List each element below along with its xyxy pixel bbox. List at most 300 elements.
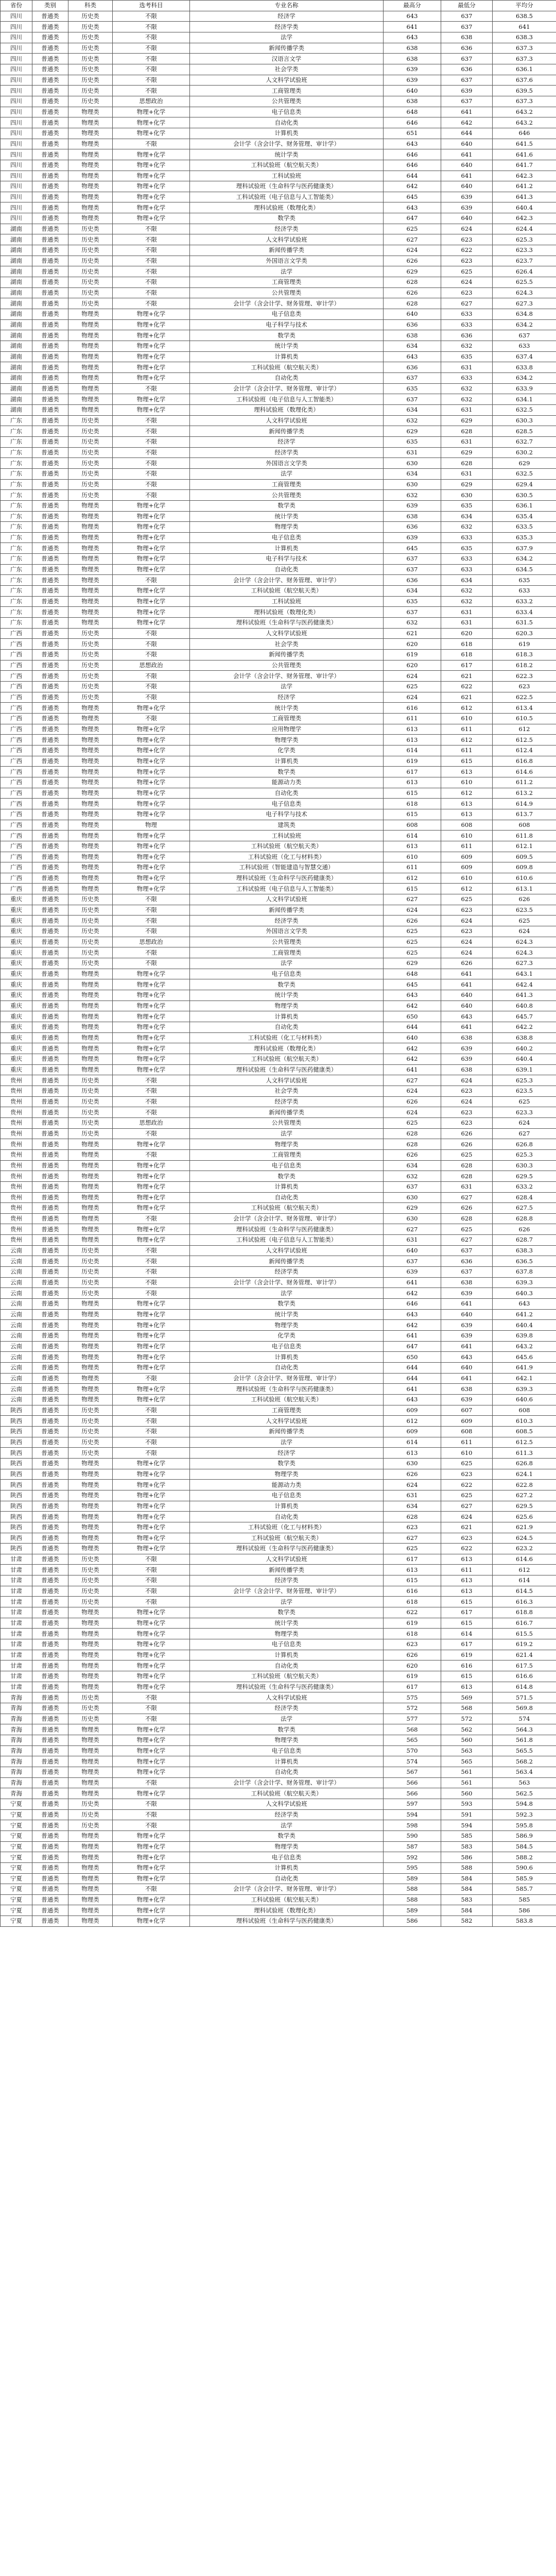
cell-average-score: 623.7 [493,256,556,266]
cell-province: 湖南 [1,298,32,309]
cell-average-score: 633.8 [493,362,556,373]
cell-required-subjects: 物理+化学 [113,586,190,597]
cell-major-name: 会计学（含会计学、财务管理、审计学） [190,1884,384,1895]
table-row [1,703,556,714]
cell-province: 宁夏 [1,1799,32,1809]
cell-major-name: 外国语言文学类 [190,926,384,937]
cell-average-score: 584.5 [493,1841,556,1852]
cell-lowest-score: 632 [441,522,493,533]
table-row [1,1544,556,1554]
cell-required-subjects: 不限 [113,1128,190,1139]
cell-required-subjects: 物理+化学 [113,500,190,511]
cell-category: 普通类 [32,22,68,32]
table-row [1,1692,556,1703]
cell-required-subjects: 物理+化学 [113,1341,190,1352]
cell-category: 普通类 [32,1809,68,1820]
cell-province: 广西 [1,841,32,852]
cell-highest-score: 628 [384,1139,441,1150]
cell-average-score: 613.7 [493,809,556,820]
cell-average-score: 624.3 [493,937,556,947]
cell-subject-type: 物理类 [68,1639,113,1650]
cell-major-name: 法学 [190,958,384,969]
cell-lowest-score: 584 [441,1905,493,1916]
cell-province: 云南 [1,1331,32,1342]
cell-highest-score: 645 [384,543,441,554]
cell-lowest-score: 632 [441,596,493,607]
cell-subject-type: 物理类 [68,767,113,777]
cell-category: 普通类 [32,532,68,543]
cell-province: 湖南 [1,383,32,394]
cell-highest-score: 636 [384,575,441,586]
table-row [1,1469,556,1480]
cell-highest-score: 612 [384,873,441,884]
cell-category: 普通类 [32,1522,68,1533]
cell-category: 普通类 [32,1363,68,1374]
cell-category: 普通类 [32,1597,68,1607]
cell-subject-type: 物理类 [68,1894,113,1905]
cell-lowest-score: 639 [441,1394,493,1405]
table-row [1,1426,556,1437]
table-row [1,468,556,479]
cell-province: 青海 [1,1767,32,1777]
cell-subject-type: 物理类 [68,202,113,213]
cell-province: 广东 [1,447,32,458]
cell-province: 重庆 [1,894,32,905]
cell-province: 贵州 [1,1107,32,1118]
cell-lowest-score: 623 [441,287,493,298]
cell-required-subjects: 不限 [113,1075,190,1086]
cell-required-subjects: 物理+化学 [113,372,190,383]
table-row [1,522,556,533]
cell-major-name: 工科试验班（电子信息与人工智能类） [190,394,384,405]
cell-major-name: 自动化类 [190,564,384,575]
cell-category: 普通类 [32,884,68,894]
table-row [1,650,556,660]
cell-subject-type: 物理类 [68,1384,113,1395]
cell-subject-type: 历史类 [68,1597,113,1607]
header-major-name: 专业名称 [190,1,384,11]
cell-highest-score: 642 [384,1054,441,1064]
cell-major-name: 计算机类 [190,1501,384,1512]
cell-major-name: 电子信息类 [190,1639,384,1650]
cell-average-score: 642.3 [493,171,556,181]
cell-highest-score: 608 [384,820,441,831]
cell-category: 普通类 [32,1639,68,1650]
cell-highest-score: 589 [384,1873,441,1884]
cell-major-name: 工科试验班（航空航天类） [190,1671,384,1682]
cell-average-score: 642.2 [493,1022,556,1033]
cell-required-subjects: 物理+化学 [113,1618,190,1629]
cell-highest-score: 643 [384,202,441,213]
cell-average-score: 638.3 [493,1245,556,1256]
cell-required-subjects: 物理+化学 [113,1224,190,1235]
cell-highest-score: 613 [384,1565,441,1575]
cell-province: 甘肃 [1,1565,32,1575]
cell-province: 青海 [1,1724,32,1735]
table-header [1,1,556,11]
cell-province: 贵州 [1,1149,32,1160]
cell-average-score: 594.8 [493,1799,556,1809]
cell-average-score: 624 [493,926,556,937]
cell-category: 普通类 [32,341,68,352]
cell-lowest-score: 624 [441,947,493,958]
cell-subject-type: 历史类 [68,11,113,22]
cell-major-name: 物理学类 [190,1320,384,1331]
cell-highest-score: 613 [384,735,441,745]
table-row [1,351,556,362]
cell-category: 普通类 [32,916,68,926]
cell-required-subjects: 不限 [113,415,190,426]
cell-subject-type: 历史类 [68,1288,113,1299]
table-row [1,309,556,320]
cell-average-score: 616.7 [493,1618,556,1629]
cell-required-subjects: 不限 [113,1777,190,1788]
cell-highest-score: 647 [384,213,441,224]
cell-major-name: 数学类 [190,1299,384,1310]
cell-province: 广西 [1,831,32,841]
header-subject-type: 科类 [68,1,113,11]
cell-average-score: 633.2 [493,1181,556,1192]
cell-subject-type: 历史类 [68,1128,113,1139]
cell-highest-score: 623 [384,1522,441,1533]
cell-major-name: 计算机类 [190,543,384,554]
cell-major-name: 物理学类 [190,1735,384,1745]
table-row [1,22,556,32]
cell-required-subjects: 思想政治 [113,660,190,671]
cell-category: 普通类 [32,139,68,149]
table-row [1,86,556,96]
cell-subject-type: 物理类 [68,1139,113,1150]
cell-highest-score: 631 [384,1490,441,1501]
cell-major-name: 经济学类 [190,1703,384,1714]
cell-major-name: 工科试验班（航空航天类） [190,160,384,171]
cell-lowest-score: 643 [441,1352,493,1363]
cell-highest-score: 643 [384,1309,441,1320]
cell-province: 广西 [1,724,32,735]
cell-lowest-score: 624 [441,1075,493,1086]
cell-category: 普通类 [32,724,68,735]
cell-average-score: 627 [493,1128,556,1139]
cell-subject-type: 物理类 [68,618,113,629]
cell-province: 甘肃 [1,1671,32,1682]
table-row [1,1203,556,1214]
cell-subject-type: 物理类 [68,362,113,373]
cell-province: 贵州 [1,1171,32,1182]
cell-lowest-score: 641 [441,1022,493,1033]
table-row [1,543,556,554]
cell-province: 贵州 [1,1128,32,1139]
cell-lowest-score: 621 [441,1522,493,1533]
cell-average-score: 626.8 [493,1458,556,1469]
cell-province: 湖南 [1,266,32,277]
cell-lowest-score: 609 [441,1416,493,1427]
cell-average-score: 613.1 [493,884,556,894]
table-row [1,1777,556,1788]
cell-province: 广东 [1,607,32,618]
cell-subject-type: 历史类 [68,54,113,64]
cell-province: 甘肃 [1,1660,32,1671]
cell-province: 四川 [1,139,32,149]
cell-required-subjects: 物理+化学 [113,554,190,565]
cell-lowest-score: 625 [441,1490,493,1501]
cell-category: 普通类 [32,671,68,682]
cell-major-name: 经济学类 [190,1096,384,1107]
cell-required-subjects: 不限 [113,1575,190,1586]
cell-highest-score: 577 [384,1714,441,1724]
cell-province: 宁夏 [1,1841,32,1852]
cell-major-name: 计算机类 [190,1650,384,1660]
table-row [1,1884,556,1895]
cell-major-name: 会计学（含会计学、财务管理、审计学） [190,671,384,682]
cell-province: 广西 [1,862,32,873]
cell-lowest-score: 608 [441,1426,493,1437]
cell-lowest-score: 623 [441,1086,493,1096]
table-row [1,1288,556,1299]
cell-lowest-score: 626 [441,1203,493,1214]
cell-province: 云南 [1,1309,32,1320]
cell-lowest-score: 563 [441,1745,493,1756]
header-row [1,1,556,11]
cell-category: 普通类 [32,1277,68,1288]
cell-lowest-score: 631 [441,607,493,618]
cell-highest-score: 643 [384,32,441,43]
cell-required-subjects: 物理+化学 [113,1745,190,1756]
cell-average-score: 635 [493,575,556,586]
cell-required-subjects: 不限 [113,1703,190,1714]
cell-major-name: 数学类 [190,767,384,777]
table-row [1,266,556,277]
cell-required-subjects: 不限 [113,277,190,288]
cell-average-score: 632.7 [493,436,556,447]
cell-lowest-score: 632 [441,341,493,352]
cell-highest-score: 588 [384,1894,441,1905]
table-row [1,788,556,799]
cell-category: 普通类 [32,1022,68,1033]
cell-highest-score: 644 [384,171,441,181]
cell-province: 青海 [1,1777,32,1788]
table-row [1,937,556,947]
cell-major-name: 法学 [190,1128,384,1139]
cell-required-subjects: 物理+化学 [113,1841,190,1852]
cell-province: 宁夏 [1,1820,32,1831]
cell-subject-type: 物理类 [68,1224,113,1235]
cell-category: 普通类 [32,415,68,426]
table-row [1,436,556,447]
cell-average-score: 568.2 [493,1756,556,1767]
cell-highest-score: 643 [384,139,441,149]
cell-average-score: 617.5 [493,1660,556,1671]
cell-subject-type: 物理类 [68,831,113,841]
cell-average-score: 639.1 [493,1064,556,1075]
cell-average-score: 629.5 [493,1171,556,1182]
cell-subject-type: 物理类 [68,1650,113,1660]
cell-category: 普通类 [32,511,68,522]
cell-required-subjects: 不限 [113,1884,190,1895]
cell-category: 普通类 [32,1181,68,1192]
cell-lowest-score: 638 [441,1277,493,1288]
cell-required-subjects: 不限 [113,639,190,650]
table-row [1,1660,556,1671]
cell-highest-score: 632 [384,415,441,426]
cell-subject-type: 物理类 [68,1001,113,1011]
table-row [1,926,556,937]
cell-lowest-score: 637 [441,22,493,32]
cell-major-name: 会计学（含会计学、财务管理、审计学） [190,298,384,309]
table-row [1,1043,556,1054]
cell-required-subjects: 不限 [113,1416,190,1427]
cell-required-subjects: 物理+化学 [113,1650,190,1660]
cell-lowest-score: 613 [441,767,493,777]
cell-average-score: 583.8 [493,1916,556,1927]
table-row [1,1224,556,1235]
cell-lowest-score: 609 [441,852,493,862]
cell-category: 普通类 [32,1437,68,1448]
cell-subject-type: 物理类 [68,862,113,873]
cell-major-name: 物理学类 [190,1629,384,1639]
cell-subject-type: 物理类 [68,372,113,383]
cell-category: 普通类 [32,1117,68,1128]
cell-highest-score: 634 [384,341,441,352]
table-body [1,11,556,1926]
cell-required-subjects: 物理+化学 [113,1724,190,1735]
cell-average-score: 561.8 [493,1735,556,1745]
cell-highest-score: 620 [384,1660,441,1671]
table-row [1,1862,556,1873]
cell-major-name: 理科试验班（生命科学与医药健康类） [190,1384,384,1395]
cell-subject-type: 物理类 [68,1873,113,1884]
cell-lowest-score: 637 [441,96,493,107]
cell-major-name: 建筑类 [190,820,384,831]
cell-category: 普通类 [32,1629,68,1639]
cell-category: 普通类 [32,735,68,745]
cell-major-name: 社会学类 [190,639,384,650]
cell-average-score: 625.3 [493,1149,556,1160]
cell-category: 普通类 [32,1820,68,1831]
cell-province: 云南 [1,1256,32,1267]
cell-province: 四川 [1,192,32,202]
cell-category: 普通类 [32,1873,68,1884]
cell-province: 四川 [1,86,32,96]
cell-average-score: 588.2 [493,1852,556,1863]
cell-major-name: 统计学类 [190,990,384,1001]
cell-category: 普通类 [32,905,68,916]
cell-average-score: 624.3 [493,287,556,298]
cell-required-subjects: 不限 [113,32,190,43]
cell-major-name: 新闻传播学类 [190,245,384,256]
cell-major-name: 经济学类 [190,1267,384,1278]
cell-highest-score: 646 [384,117,441,128]
cell-average-score: 639.8 [493,1331,556,1342]
cell-average-score: 628.8 [493,1213,556,1224]
cell-average-score: 623.5 [493,1086,556,1096]
cell-subject-type: 物理类 [68,1064,113,1075]
cell-province: 重庆 [1,1001,32,1011]
cell-category: 普通类 [32,1245,68,1256]
cell-category: 普通类 [32,852,68,862]
cell-lowest-score: 632 [441,586,493,597]
cell-province: 广西 [1,682,32,692]
cell-required-subjects: 物理+化学 [113,1660,190,1671]
cell-highest-score: 629 [384,1203,441,1214]
cell-highest-score: 645 [384,192,441,202]
cell-lowest-score: 641 [441,979,493,990]
cell-province: 陕西 [1,1437,32,1448]
table-row [1,735,556,745]
cell-lowest-score: 631 [441,1181,493,1192]
cell-lowest-score: 639 [441,202,493,213]
table-row [1,1682,556,1692]
cell-average-score: 613.4 [493,703,556,714]
cell-subject-type: 物理类 [68,1831,113,1841]
cell-major-name: 外国语言文学类 [190,256,384,266]
cell-highest-score: 617 [384,767,441,777]
cell-lowest-score: 610 [441,713,493,724]
cell-major-name: 社会学类 [190,64,384,75]
cell-lowest-score: 568 [441,1703,493,1714]
cell-major-name: 经济学类 [190,22,384,32]
cell-lowest-score: 628 [441,1213,493,1224]
cell-subject-type: 历史类 [68,1416,113,1427]
table-row [1,1331,556,1342]
cell-subject-type: 物理类 [68,1299,113,1310]
cell-lowest-score: 638 [441,32,493,43]
cell-subject-type: 历史类 [68,436,113,447]
table-row [1,692,556,703]
cell-average-score: 574 [493,1714,556,1724]
table-row [1,1054,556,1064]
cell-major-name: 自动化类 [190,1022,384,1033]
cell-major-name: 理科试验班（生命科学与医药健康类） [190,1682,384,1692]
cell-subject-type: 物理类 [68,884,113,894]
table-row [1,596,556,607]
cell-province: 四川 [1,96,32,107]
table-row [1,628,556,639]
cell-highest-score: 642 [384,1288,441,1299]
cell-highest-score: 637 [384,394,441,405]
table-row [1,1416,556,1427]
cell-required-subjects: 不限 [113,1820,190,1831]
cell-subject-type: 物理类 [68,1607,113,1618]
cell-required-subjects: 物理+化学 [113,809,190,820]
cell-subject-type: 历史类 [68,1267,113,1278]
cell-lowest-score: 629 [441,447,493,458]
cell-category: 普通类 [32,468,68,479]
cell-major-name: 电子信息类 [190,799,384,809]
cell-major-name: 工商管理类 [190,713,384,724]
cell-lowest-score: 628 [441,1160,493,1171]
cell-major-name: 汉语言文学 [190,54,384,64]
cell-category: 普通类 [32,224,68,234]
cell-major-name: 工科试验班（航空航天类） [190,586,384,597]
cell-subject-type: 历史类 [68,639,113,650]
cell-lowest-score: 611 [441,1437,493,1448]
cell-required-subjects: 不限 [113,490,190,501]
cell-lowest-score: 621 [441,692,493,703]
cell-subject-type: 物理类 [68,1011,113,1022]
table-row [1,884,556,894]
table-row [1,1107,556,1118]
cell-province: 贵州 [1,1181,32,1192]
cell-highest-score: 643 [384,1394,441,1405]
cell-subject-type: 历史类 [68,1714,113,1724]
cell-average-score: 629.4 [493,479,556,490]
cell-category: 普通类 [32,256,68,266]
cell-category: 普通类 [32,1650,68,1660]
cell-average-score: 633.5 [493,522,556,533]
cell-subject-type: 物理类 [68,1032,113,1043]
cell-lowest-score: 635 [441,351,493,362]
cell-highest-score: 624 [384,245,441,256]
